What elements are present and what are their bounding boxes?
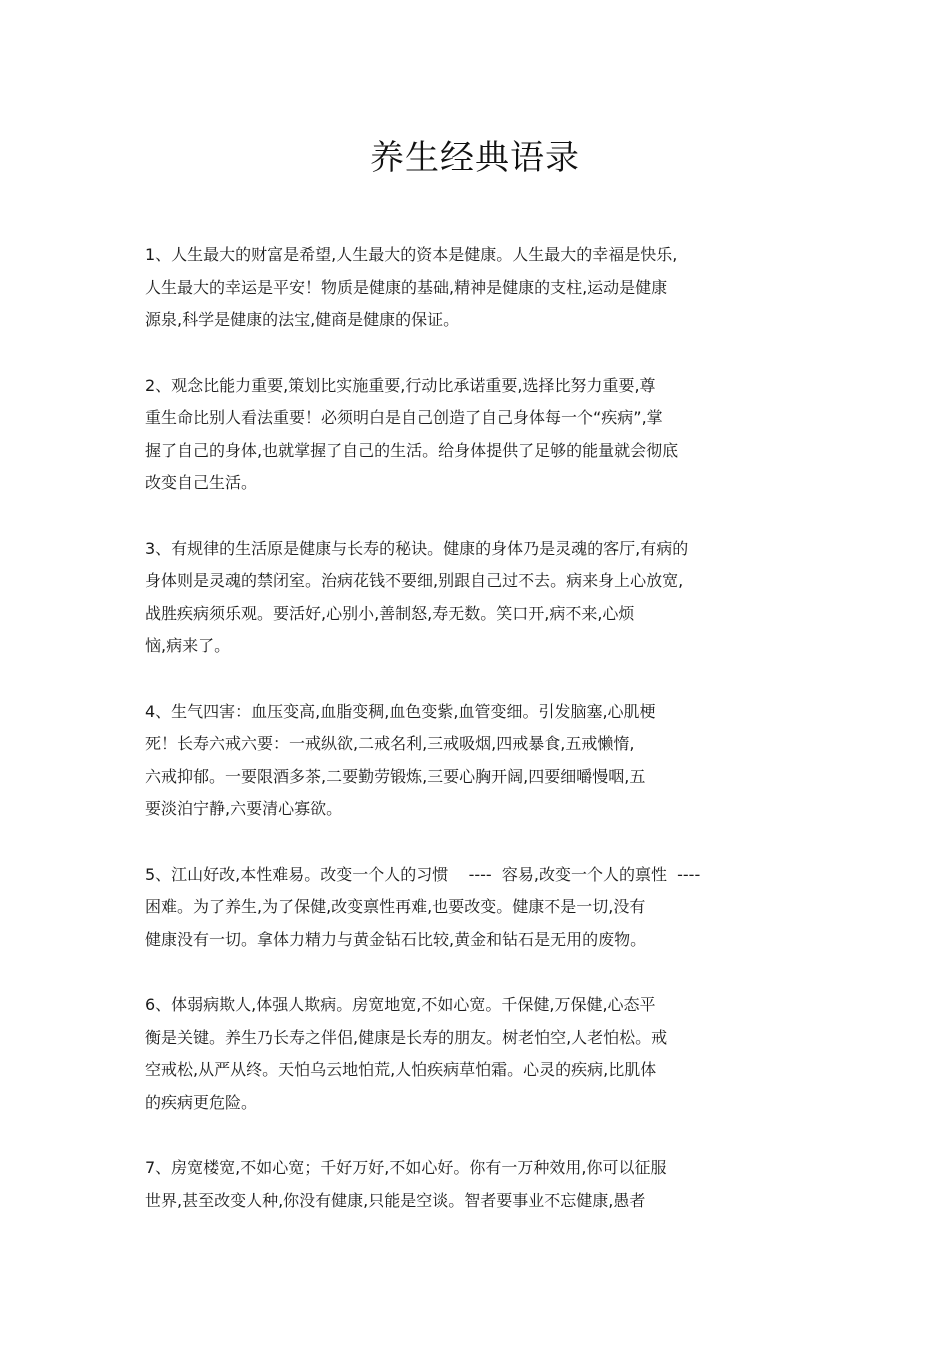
text-line: 1、人生最大的财富是希望,人生最大的资本是健康。人生最大的幸福是快乐, <box>145 245 678 264</box>
paragraph-spacer <box>145 663 785 696</box>
text-line: 2、观念比能力重要,策划比实施重要,行动比承诺重要,选择比努力重要,尊 <box>145 375 656 395</box>
paragraph-2 <box>145 370 785 500</box>
text-line: 握了自己的身体,也就掌握了自己的生活。给身体提供了足够的能量就会彻底 <box>145 440 679 460</box>
text-line: 健康没有一切。拿体力精力与黄金钻石比较,黄金和钻石是无用的废物。 <box>145 929 647 949</box>
text-line: 身体则是灵魂的禁闭室。治病花钱不要细,别跟自己过不去。病来身上心放宽, <box>145 571 684 590</box>
text-line: 改变自己生活。 <box>145 473 258 492</box>
text-line: 人生最大的幸运是平安！物质是健康的基础,精神是健康的支柱,运动是健康 <box>145 277 668 297</box>
text-line: 7、房宽楼宽,不如心宽；千好万好,不如心好。你有一万种效用,你可以征服 <box>145 1158 667 1177</box>
paragraph-spacer <box>145 956 785 989</box>
paragraph-3 <box>145 533 785 663</box>
paragraph-7 <box>145 1152 785 1217</box>
text-line: 世界,甚至改变人种,你没有健康,只能是空谈。智者要事业不忘健康,愚者 <box>145 1190 646 1210</box>
paragraph-spacer <box>145 826 785 859</box>
paragraph-5 <box>145 859 785 957</box>
text-line: 恼,病来了。 <box>145 636 231 655</box>
text-line: 6、体弱病欺人,体强人欺病。房宽地宽,不如心宽。千保健,万保健,心态平 <box>145 995 656 1014</box>
text-line: 3、有规律的生活原是健康与长寿的秘诀。健康的身体乃是灵魂的客厅,有病的 <box>145 538 689 558</box>
text-line: 的疾病更危险。 <box>145 1092 258 1112</box>
text-line: 衡是关键。养生乃长寿之伴侣,健康是长寿的朋友。树老怕空,人老怕松。戒 <box>145 1027 668 1047</box>
text-line: 源泉,科学是健康的法宝,健商是健康的保证。 <box>145 310 460 329</box>
text-line: 重生命比别人看法重要！必须明白是自己创造了自己身体每一个“疾病”,掌 <box>145 408 663 427</box>
paragraph-spacer <box>145 1119 785 1152</box>
text-line: 六戒抑郁。一要限酒多茶,二要勤劳锻炼,三要心胸开阔,四要细嚼慢咽,五 <box>145 766 646 786</box>
text-line: 4、生气四害：血压变高,血脂变稠,血色变紫,血管变细。引发脑塞,心肌梗 <box>145 701 656 721</box>
text-line: 困难。为了养生,为了保健,改变禀性再难,也要改变。健康不是一切,没有 <box>145 897 646 916</box>
text-line: 死！长寿六戒六要：一戒纵欲,二戒名利,三戒吸烟,四戒暴食,五戒懒惰, <box>145 734 635 753</box>
text-line: 5、江山好改,本性难易。改变一个人的习惯 ---- 容易,改变一个人的禀性 ---- <box>145 864 701 884</box>
paragraph-spacer <box>145 500 785 533</box>
text-line: 空戒松,从严从终。天怕乌云地怕荒,人怕疾病草怕霜。心灵的疾病,比肌体 <box>145 1060 657 1079</box>
paragraph-1 <box>145 239 785 337</box>
paragraph-6 <box>145 989 785 1119</box>
document-title: 养生经典语录 <box>370 138 580 178</box>
document-body <box>145 239 785 1217</box>
paragraph-4 <box>145 696 785 826</box>
text-line: 要淡泊宁静,六要清心寡欲。 <box>145 799 343 818</box>
paragraph-spacer <box>145 337 785 370</box>
text-line: 战胜疾病须乐观。要活好,心别小,善制怒,寿无数。笑口开,病不来,心烦 <box>145 603 635 623</box>
